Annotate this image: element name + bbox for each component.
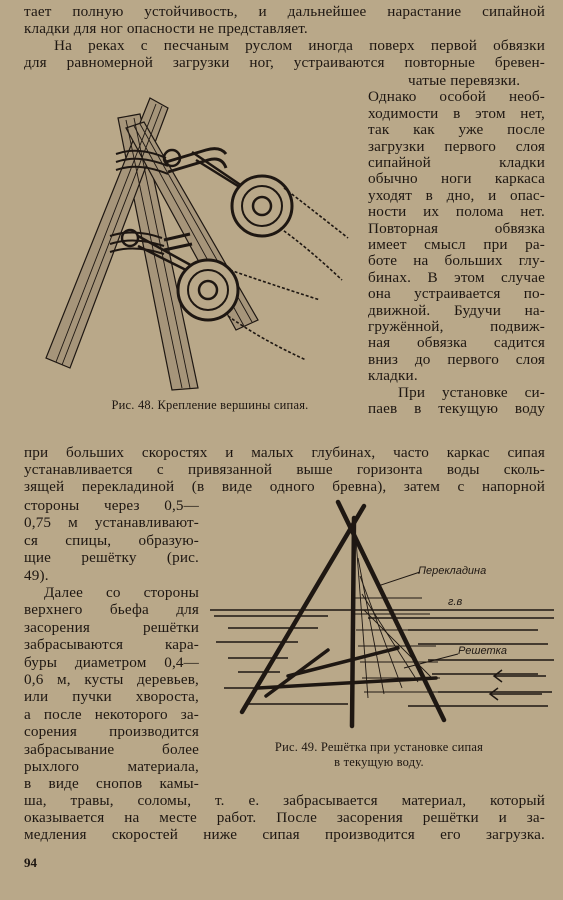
text-line: зящей перекладиной (в виде одного бревна), затем с напорной [24,478,545,495]
text-line: она устраивается по- [368,285,545,303]
text-line: обычно ноги каркаса [368,170,545,188]
text-line: чатые перевязки. [408,72,521,89]
text-line: щие решётку (рис. [24,549,199,567]
text-line: забрасывание более [24,740,199,758]
text-line: а после некоторого за- [24,705,199,723]
text-line: ности их полома нет. [368,203,545,221]
text-line: гружённой, подвиж- [368,318,545,335]
text-line: движной. Будучи на- [368,301,545,319]
text-line: оказывается на месте работ. После засорения решётки и за- [24,809,545,826]
text-line: загрузки первого слоя [368,137,545,155]
text-line: ная обвязка садится [368,334,545,352]
text-line: 0,6 м, кусты деревьев, [24,671,199,688]
page-number: 94 [24,855,37,870]
text-line: 49). [24,566,49,584]
label-crossbar: Перекладина [418,565,487,577]
text-line: рыхлого материала, [24,758,199,775]
text-line: сорения производится [24,723,199,741]
text-line: Далее со стороны [44,584,199,601]
figure-49-illustration [208,498,558,736]
text-line: ся спицы, образую- [24,531,199,549]
text-line: имеет смысл при ра- [368,236,545,253]
text-line: для равномерной загрузки ног, устраиваются повторные бревен- [24,54,545,71]
text-line: При установке си- [398,383,545,401]
text-line: буры диаметром 0,4— [24,653,199,671]
figure-49-caption-line-1: Рис. 49. Решётка при установке сипая [274,740,484,754]
text-line: ходимости в этом нет, [368,104,545,122]
text-line: или пучки хвороста, [24,688,199,706]
text-line: Повторная обвязка [368,219,545,237]
text-line: в виде снопов камы- [24,775,199,793]
text-line: при больших скоростях и малых глубинах, часто каркас сипая [24,444,545,461]
figure-49-caption-line-2: в текущую воду. [334,755,424,769]
text-line: стороны через 0,5— [24,497,199,514]
text-line: На реках с песчаным руслом иногда поверх первой обвязки [54,37,545,54]
text-line: 0,75 м устанавливают- [24,514,199,532]
label-water-level: г.в [448,596,463,608]
text-line: боте на больших глу- [368,252,545,270]
text-line: устанавливается с привязанной выше горизонта воды сколь- [24,461,545,478]
figure-48-illustration [30,88,360,393]
text-line: медления скоростей ниже сипая производится его загрузка. [24,826,545,843]
text-line: засорения решётки [24,618,199,636]
text-line: тает полную устойчивость, и дальнейшее нарастание сипайной [24,3,545,20]
text-line: кладки для ног опасности не представляет. [24,20,308,37]
text-line: забрасываются кара- [24,636,199,654]
text-line: бинах. В этом случае [368,268,545,286]
text-line: сипайной кладки [368,154,545,171]
text-line: уходят в дно, и опас- [368,186,545,204]
label-grid: Решетка [458,645,507,657]
text-line: паев в текущую воду [368,400,545,417]
figure-48-caption: Рис. 48. Крепление вершины сипая. [111,398,309,412]
text-line: вниз до первого слоя [368,350,545,368]
text-line: так как уже после [368,121,545,139]
text-line: кладки. [368,367,418,385]
text-line: ша, травы, соломы, т. е. забрасывается материал, который [24,792,545,809]
text-line: верхнего бьефа для [24,601,199,619]
text-line: Однако особой необ- [368,88,545,106]
